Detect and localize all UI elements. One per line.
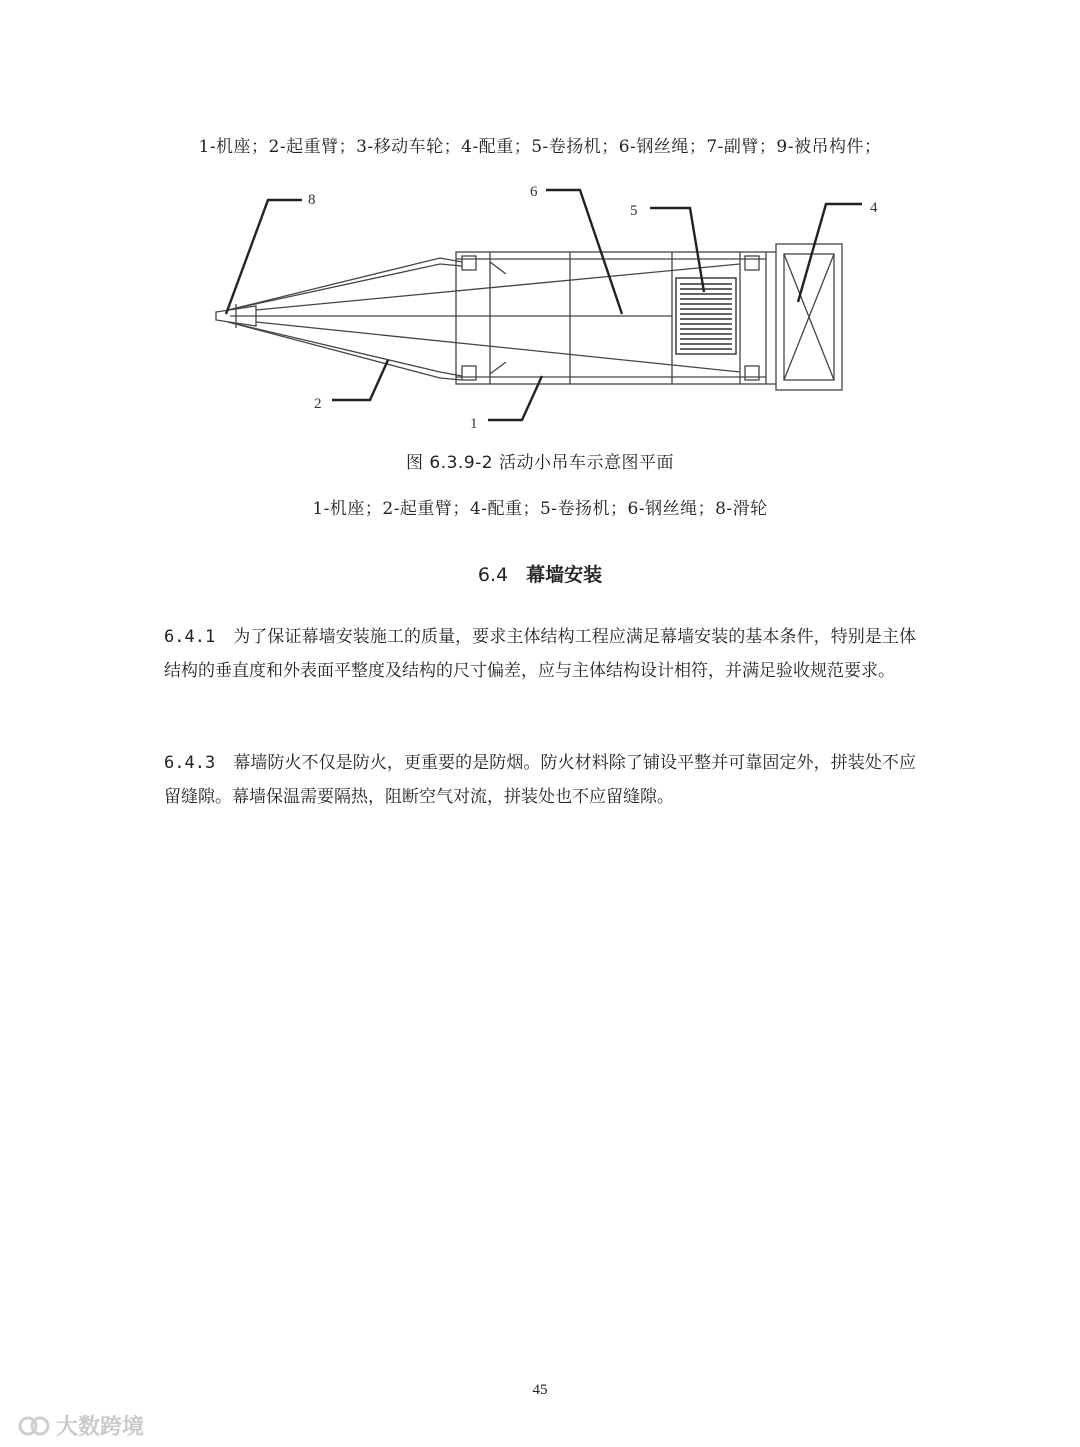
label-6: 6 xyxy=(530,184,538,200)
section-number: 6.4 xyxy=(477,564,509,586)
figure-caption: 图 6.3.9-2 活动小吊车示意图平面 xyxy=(405,453,674,473)
section-title: 幕墙安装 xyxy=(526,564,603,586)
clause-number: 6.4.1 xyxy=(164,627,216,647)
winch-drum xyxy=(676,278,736,354)
figure-legend-top: 1-机座；2-起重臂；3-移动车轮；4-配重；5-卷扬机；6-钢丝绳；7-副臂；9-被吊构件； xyxy=(198,137,882,157)
clause-paragraph xyxy=(164,620,916,688)
label-4: 4 xyxy=(870,200,878,216)
watermark-logo-icon xyxy=(18,1414,52,1438)
section-heading xyxy=(0,560,1080,587)
crane-plan-diagram xyxy=(0,0,1080,440)
label-1: 1 xyxy=(470,416,478,432)
clause-text: 幕墙防火不仅是防火，更重要的是防烟。防火材料除了铺设平整并可靠固定外，拼装处不应留缝隙。幕墙保温需要隔热，阻断空气对流，拼装处也不应留缝隙。 xyxy=(164,753,916,807)
label-2: 2 xyxy=(314,396,322,412)
label-8: 8 xyxy=(308,192,316,208)
clause-text: 为了保证幕墙安装施工的质量，要求主体结构工程应满足幕墙安装的基本条件，特别是主体结构的垂直度和外表面平整度及结构的尺寸偏差，应与主体结构设计相符，并满足验收规范要求。 xyxy=(164,627,916,681)
watermark xyxy=(18,1410,144,1441)
figure-legend-bottom: 1-机座；2-起重臂；4-配重；5-卷扬机；6-钢丝绳；8-滑轮 xyxy=(312,499,768,519)
page-number: 45 xyxy=(532,1382,548,1398)
label-5: 5 xyxy=(630,203,638,219)
clause-paragraph xyxy=(164,746,916,814)
clause-number: 6.4.3 xyxy=(164,753,216,773)
watermark-text: 大数跨境 xyxy=(56,1415,145,1440)
